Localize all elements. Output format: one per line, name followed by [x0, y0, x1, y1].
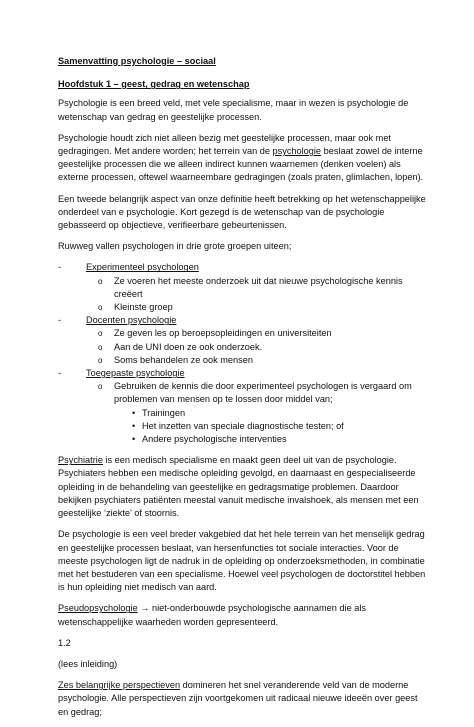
list-item [58, 314, 428, 367]
list-item: • Het inzetten van speciale diagnostische testen; of [132, 420, 428, 433]
paragraph-perspectives [58, 679, 428, 719]
paragraph-groups-intro: Ruwweg vallen psychologen in drie grote groepen uiteen; [58, 241, 292, 252]
paragraph-text: Psychologie houdt zich niet alleen bezig met geestelijke processen, maar ook met gedragingen. Met andere worden; het terrein van de [58, 132, 391, 157]
document-title: Samenvatting psychologie – sociaal [58, 56, 216, 66]
group-name: Docenten psychologie [86, 315, 177, 326]
group-name: Toegepaste psychologie [86, 368, 185, 379]
paragraph-definition: Psychologie is een breed veld, met vele specialisme, maar in wezen is psychologie de wetenschap van gedrag en geestelijke processen. [58, 98, 409, 122]
list-item [98, 380, 428, 446]
paragraph-processes [58, 132, 428, 185]
list-item: • Andere psychologische interventies [132, 433, 428, 446]
underlined-term: Psychiatrie [58, 455, 103, 466]
paragraph-psychiatry [58, 454, 428, 520]
underlined-term: psychologie [272, 146, 322, 157]
document-content [58, 55, 428, 727]
psychologist-groups-list [58, 261, 428, 446]
sub-list [86, 327, 428, 367]
paragraph-text: → niet-onderbouwde psychologische aannamen die als wetenschappelijke waarheden worden gepresenteerd. [58, 603, 366, 627]
paragraph-text: is een medisch specialisme en maakt geen deel uit van de psychologie. Psychiaters hebben een medische opleiding gevolgd, en daarnaast en gespecialiseerde opleiding in de behandeling van geestelijke en gedragsmatige problemen. Daardoor bekijken psychiaters patiënten meestal vanuit medische invalshoek, als mensen met een geestelijke ‘ziekte’ of stoornis. [58, 455, 419, 519]
paragraph-text: domineren het snel veranderende veld van de moderne psychologie. Alle perspectieven zijn voortgekomen uit radicaal nieuwe ideeën over geest en gedrag; [58, 680, 418, 717]
paragraph-scientific: Een tweede belangrijk aspect van onze definitie heeft betrekking op het wetenschappelijke onderdeel van e psychologie. Kort gezegd is de wetenschap van de psychologie gebasseerd op objectieve, verifieerbare gebeurtenissen. [58, 193, 426, 231]
list-item: o Soms behandelen ze ook mensen [98, 354, 428, 367]
list-item: o Aan de UNI doen ze ook onderzoek. [98, 341, 428, 354]
list-item: o Kleinste groep [98, 301, 428, 314]
underlined-term: Zes belangrijke perspectieven [58, 680, 181, 691]
list-item [58, 261, 428, 314]
list-item: • Trainingen [132, 407, 428, 420]
list-item [58, 367, 428, 446]
list-item: o Ze geven les op beroepsopleidingen en universiteiten [98, 327, 428, 340]
sub-list [86, 275, 428, 315]
section-number: 1.2 [58, 637, 71, 648]
chapter-heading: Hoofdstuk 1 – geest, gedrag en wetenschap [58, 79, 250, 90]
paragraph-text: beslaat zowel de interne geestelijke processen die we alleen indirect kunnen waarnemen (denken voelen) als externe processen, oftewel waarneembare gedragingen (zoals praten, glimlachen, lopen). [58, 146, 424, 183]
sub-list [86, 380, 428, 446]
list-item-text: Gebruiken de kennis die door experimenteel psychologen is vergaard om problemen van mensen op te lossen door middel van; [114, 381, 412, 405]
reading-note: (lees inleiding) [58, 658, 118, 669]
underlined-term: Pseudopsychologie [58, 603, 138, 614]
list-item: o Ze voeren het meeste onderzoek uit dat nieuwe psychologische kennis creëert [98, 275, 428, 301]
paragraph-field: De psychologie is een veel breder vakgebied dat het hele terrein van het menselijk gedrag en geestelijke processen beslaat, van hersenfuncties tot sociale interacties. Voor de meeste psychologen ligt de nadruk in de opleiding op onderzoeksmethoden, in combinatie met het bestuderen van een specialisme. Hoewel veel psychologen de doctorstitel hebben is hun opleiding niet medisch van aard. [58, 529, 426, 593]
paragraph-pseudo [58, 602, 428, 628]
sub-sub-list [114, 407, 428, 447]
group-name: Experimenteel psychologen [86, 262, 199, 273]
